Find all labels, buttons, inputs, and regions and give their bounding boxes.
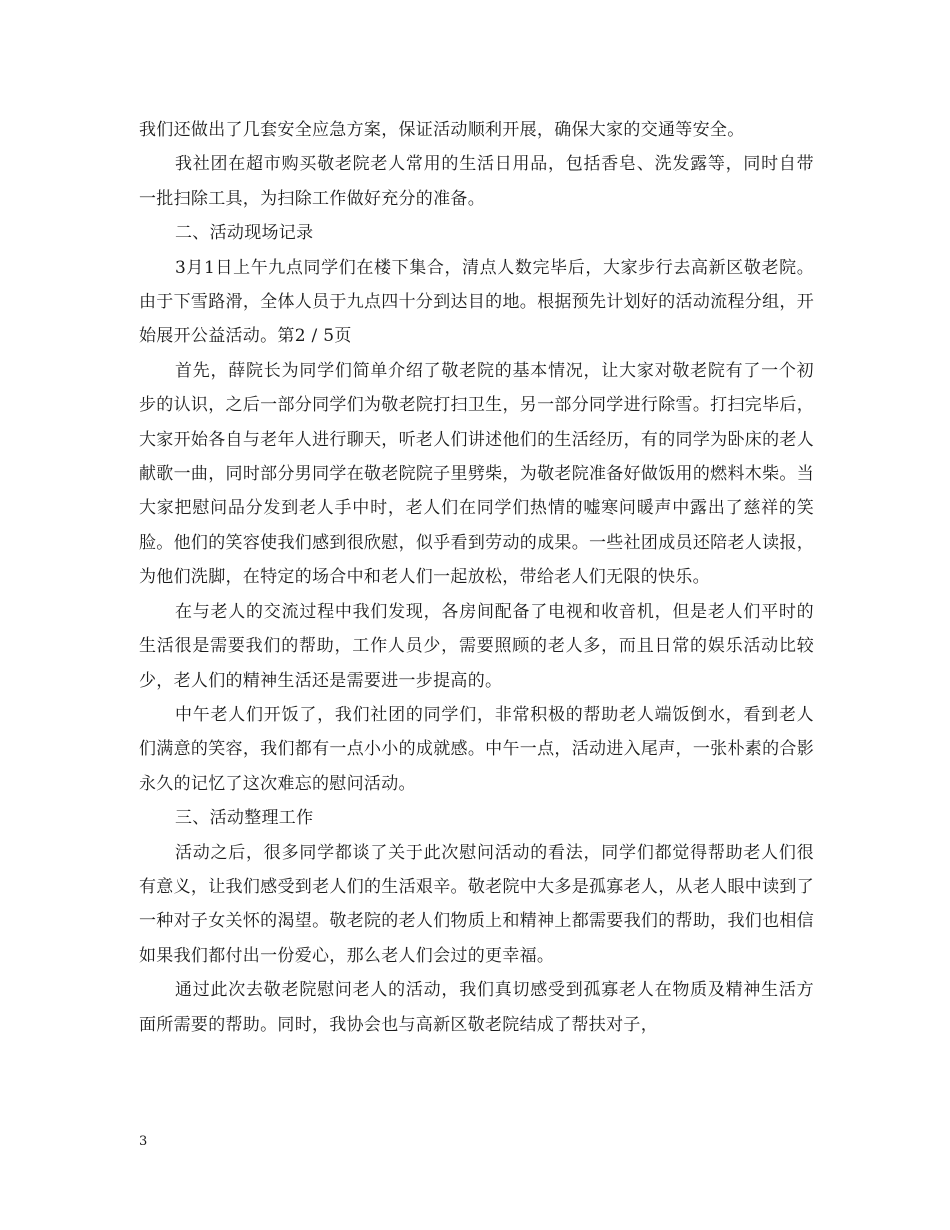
paragraph-activities: 首先，薛院长为同学们简单介绍了敬老院的基本情况，让大家对敬老院有了一个初步的认识，之后一部分同学们为敬老院打扫卫生，另一部分同学进行除雪。打扫完毕后，大家开始各自与老年人进行聊天，听老人们讲述他们的生活经历，有的同学为卧床的老人献歌一曲，同时部分男同学在敬老院院子里劈柴，为敬老院准备好做饭用的燃料木柴。当大家把慰问品分发到老人手中时，老人们在同学们热情的嘘寒问暖声中露出了慈祥的笑脸。他们的笑容使我们感到很欣慰，似乎看到劳动的成果。一些社团成员还陪老人读报，为他们洗脚，在特定的场合中和老人们一起放松，带给老人们无限的快乐。: [139, 360, 814, 588]
paragraph-observations: 在与老人的交流过程中我们发现，各房间配备了电视和收音机，但是老人们平时的生活很是需要我们的帮助，工作人员少，需要照顾的老人多，而且日常的娱乐活动比较少，老人们的精神生活还是需要进一步提高的。: [139, 601, 814, 691]
section-heading-wrap-up: 三、活动整理工作: [175, 808, 314, 829]
document-body: [139, 113, 814, 1042]
paragraph-reflections: 活动之后，很多同学都谈了关于此次慰问活动的看法，同学们都觉得帮助老人们很有意义，让我们感受到老人们的生活艰辛。敬老院中大多是孤寡老人，从老人眼中读到了一种对子女关怀的渴望。敬老院的老人们物质上和精神上都需要我们的帮助，我们也相信如果我们都付出一份爱心，那么老人们会过的更幸福。: [139, 842, 814, 966]
paragraph-lunch: 中午老人们开饭了，我们社团的同学们，非常积极的帮助老人端饭倒水，看到老人们满意的笑容，我们都有一点小小的成就感。中午一点，活动进入尾声，一张朴素的合影永久的记忆了这次难忘的慰问活动。: [139, 704, 814, 794]
paragraph-supplies: 我社团在超市购买敬老院老人常用的生活日用品，包括香皂、洗发露等，同时自带一批扫除工具，为扫除工作做好充分的准备。: [139, 154, 814, 209]
paragraph-conclusion: 通过此次去敬老院慰问老人的活动，我们真切感受到孤寡老人在物质及精神生活方面所需要的帮助。同时，我协会也与高新区敬老院结成了帮扶对子，: [139, 980, 814, 1035]
page-number: 3: [139, 1134, 148, 1149]
paragraph-gathering: 3月1日上午九点同学们在楼下集合，清点人数完毕后，大家步行去高新区敬老院。由于下雪路滑，全体人员于九点四十分到达目的地。根据预先计划好的活动流程分组，开始展开公益活动。第2 / 5页: [139, 257, 814, 347]
paragraph-safety-plan: 我们还做出了几套安全应急方案，保证活动顺利开展，确保大家的交通等安全。: [139, 120, 745, 140]
section-heading-on-site-record: 二、活动现场记录: [175, 223, 314, 244]
